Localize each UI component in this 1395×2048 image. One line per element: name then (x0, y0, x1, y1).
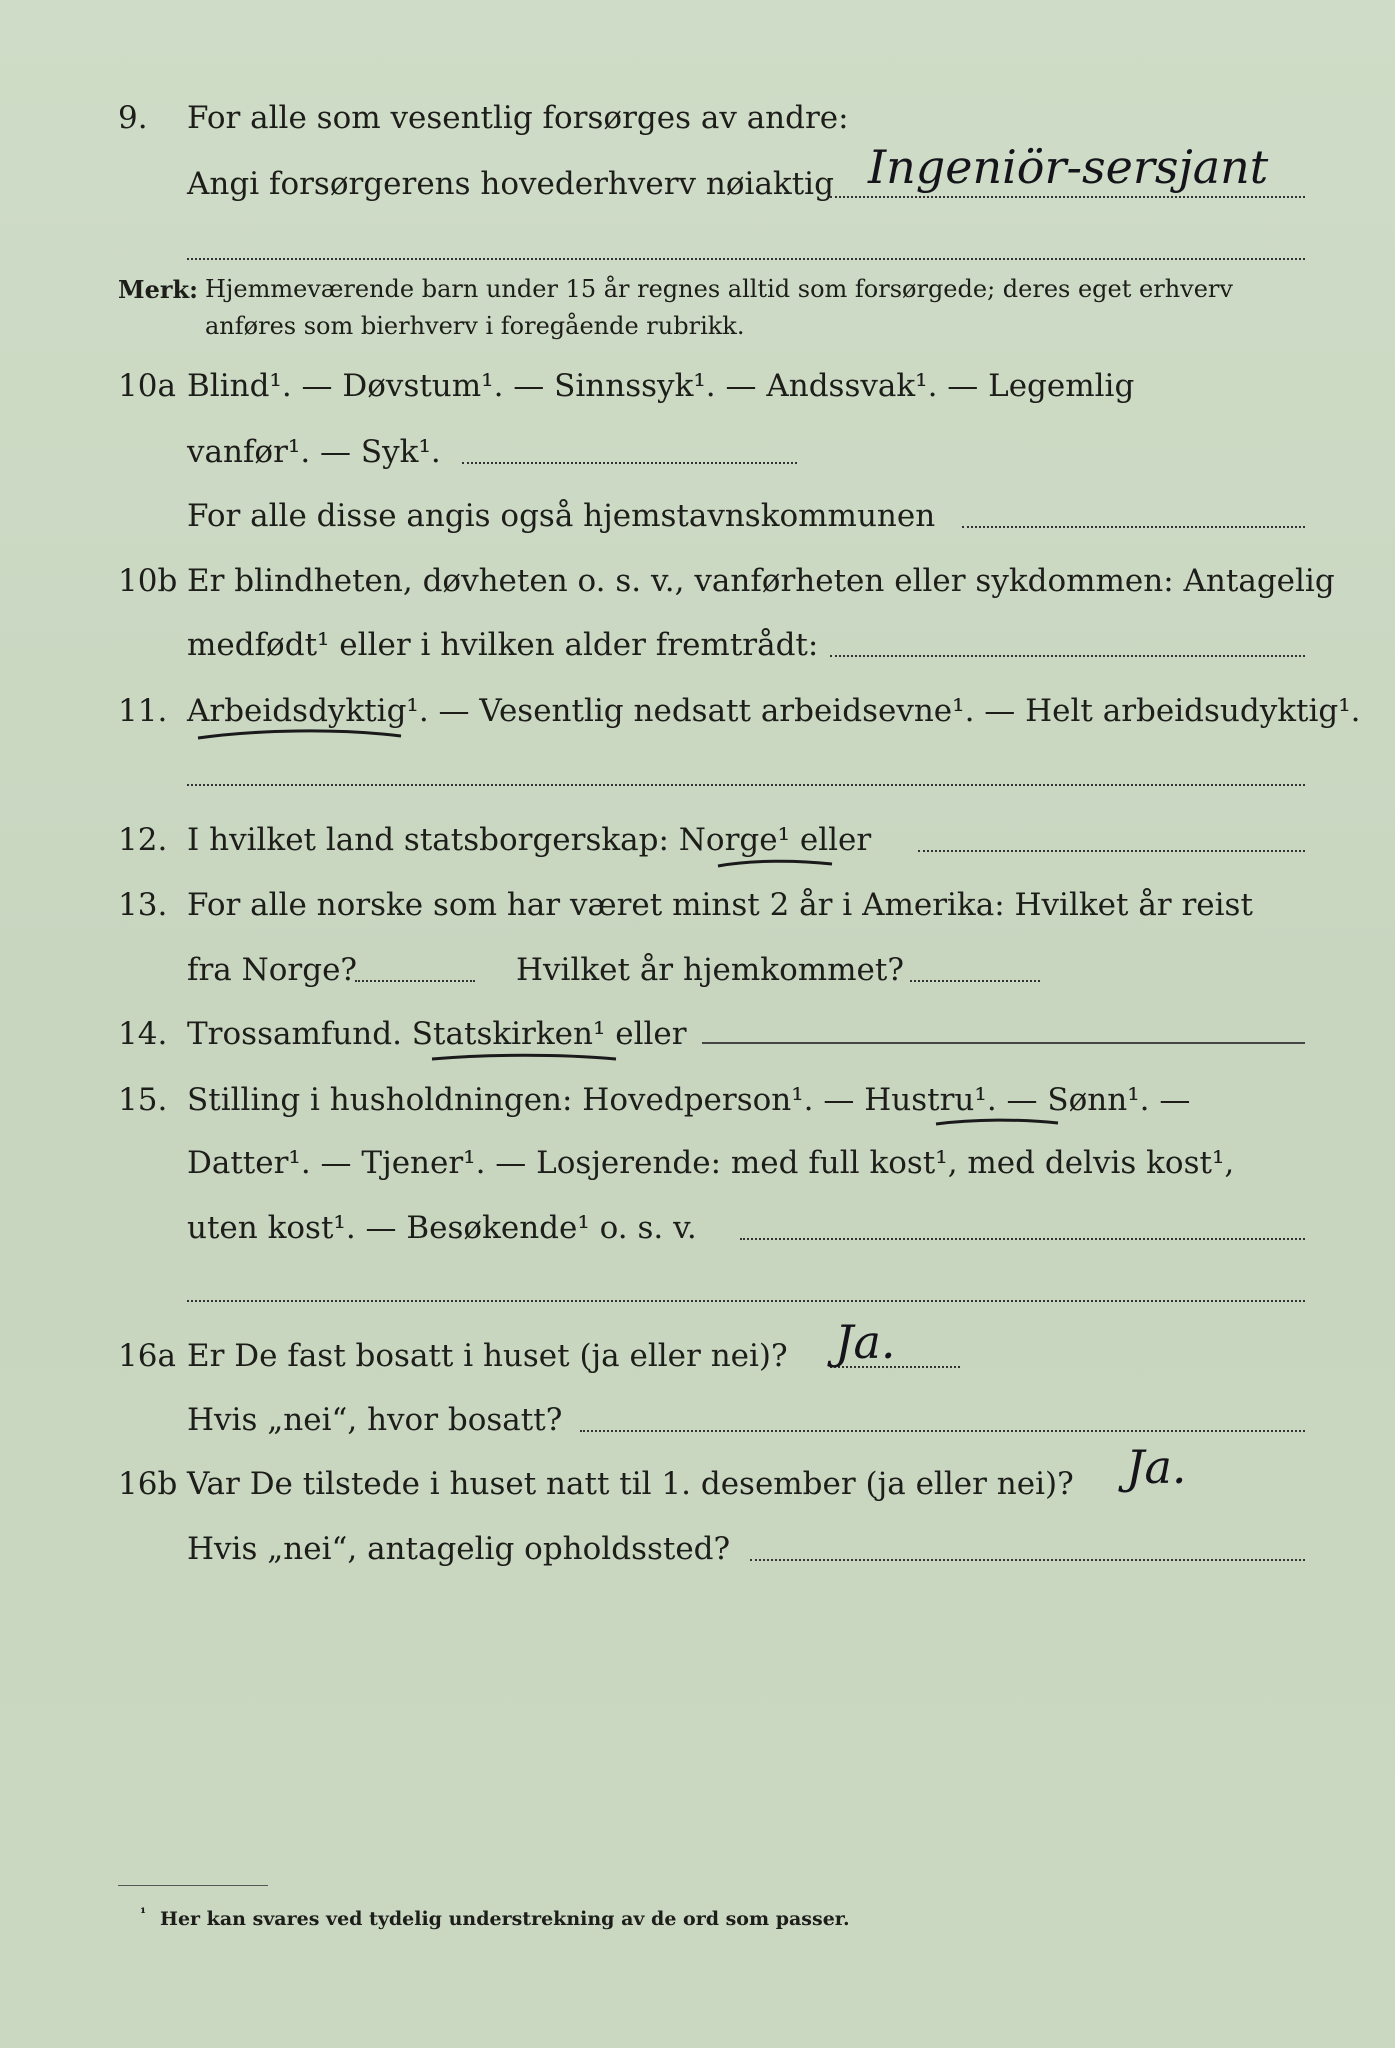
q14-answer-line (702, 1042, 1305, 1044)
q16b-line1: Var De tilstede i huset natt til 1. desember (ja eller nei)? (187, 1466, 1074, 1502)
q12-answer-line (918, 850, 1305, 852)
q14-line1: Trossamfund. Statskirken¹ eller (187, 1016, 687, 1052)
q11-number: 11. (118, 693, 168, 729)
q13-line2a: fra Norge? (187, 952, 358, 988)
q11-line1: Arbeidsdyktig¹. — Vesentlig nedsatt arbeidsevne¹. — Helt arbeidsudyktig¹. (187, 693, 1361, 729)
q16b-opholdssted-line (750, 1559, 1305, 1561)
q10a-line2: vanfør¹. — Syk¹. (187, 434, 441, 470)
q16a-bosatt-line (580, 1430, 1305, 1432)
q15-answer-line (740, 1238, 1305, 1240)
footnote-text: Her kan svares ved tydelig understrekning av de ord som passer. (160, 1908, 850, 1930)
q9-extra-line (187, 258, 1305, 260)
q16b-handwritten-answer: Ja. (1126, 1440, 1187, 1494)
q10a-number: 10a (118, 368, 176, 404)
q12-handwritten-underline (716, 854, 836, 876)
q15-line3: uten kost¹. — Besøkende¹ o. s. v. (187, 1210, 697, 1246)
q15-extra-line (187, 1300, 1305, 1302)
q9-number: 9. (118, 100, 148, 136)
q9-line2: Angi forsørgerens hovederhverv nøiaktig (187, 166, 834, 202)
q16a-number: 16a (118, 1338, 176, 1374)
q15-handwritten-underline (934, 1112, 1062, 1134)
q13-hjemkommet-line (910, 980, 1040, 982)
footnote-mark: ¹ (140, 1906, 147, 1922)
q15-number: 15. (118, 1082, 168, 1118)
q13-number: 13. (118, 887, 168, 923)
footnote-rule (118, 1885, 268, 1886)
q14-handwritten-underline (430, 1047, 620, 1069)
q10a-line3: For alle disse angis også hjemstavnskommunen (187, 498, 936, 534)
merk-line1: Hjemmeværende barn under 15 år regnes alltid som forsørgede; deres eget erhverv (205, 275, 1233, 303)
q10b-answer-line (830, 655, 1305, 657)
q15-line2: Datter¹. — Tjener¹. — Losjerende: med full kost¹, med delvis kost¹, (187, 1145, 1235, 1181)
q12-number: 12. (118, 822, 168, 858)
q15-line1: Stilling i husholdningen: Hovedperson¹. — Hustru¹. — Sønn¹. — (187, 1082, 1191, 1118)
q16a-line2: Hvis „nei“, hvor bosatt? (187, 1402, 563, 1438)
q13-line1: For alle norske som har været minst 2 år i Amerika: Hvilket år reist (187, 887, 1253, 923)
q11-handwritten-underline (196, 722, 406, 746)
q16a-handwritten-answer: Ja. (835, 1315, 896, 1369)
q10a-line1: Blind¹. — Døvstum¹. — Sinnssyk¹. — Andssvak¹. — Legemlig (187, 368, 1135, 404)
q9-handwritten-answer: Ingeniör-sersjant (868, 140, 1269, 194)
q11-extra-line (187, 784, 1305, 786)
q16a-line1: Er De fast bosatt i huset (ja eller nei)? (187, 1338, 788, 1374)
q9-answer-line (830, 196, 1305, 198)
merk-line2: anføres som bierhverv i foregående rubrikk. (205, 312, 745, 340)
q12-line1: I hvilket land statsborgerskap: Norge¹ eller (187, 822, 872, 858)
q13-line2b: Hvilket år hjemkommet? (516, 952, 904, 988)
q10b-number: 10b (118, 563, 178, 599)
q9-line1: For alle som vesentlig forsørges av andre: (187, 100, 849, 136)
q13-reist-line (355, 980, 475, 982)
q16b-number: 16b (118, 1466, 178, 1502)
q10a-syk-line (462, 462, 797, 464)
q10b-line1: Er blindheten, døvheten o. s. v., vanførheten eller sykdommen: Antagelig (187, 563, 1335, 599)
q16b-line2: Hvis „nei“, antagelig opholdssted? (187, 1531, 731, 1567)
q10a-kommune-line (962, 526, 1305, 528)
merk-label: Merk: (118, 275, 198, 304)
q14-number: 14. (118, 1016, 168, 1052)
q10b-line2: medfødt¹ eller i hvilken alder fremtrådt: (187, 627, 819, 663)
